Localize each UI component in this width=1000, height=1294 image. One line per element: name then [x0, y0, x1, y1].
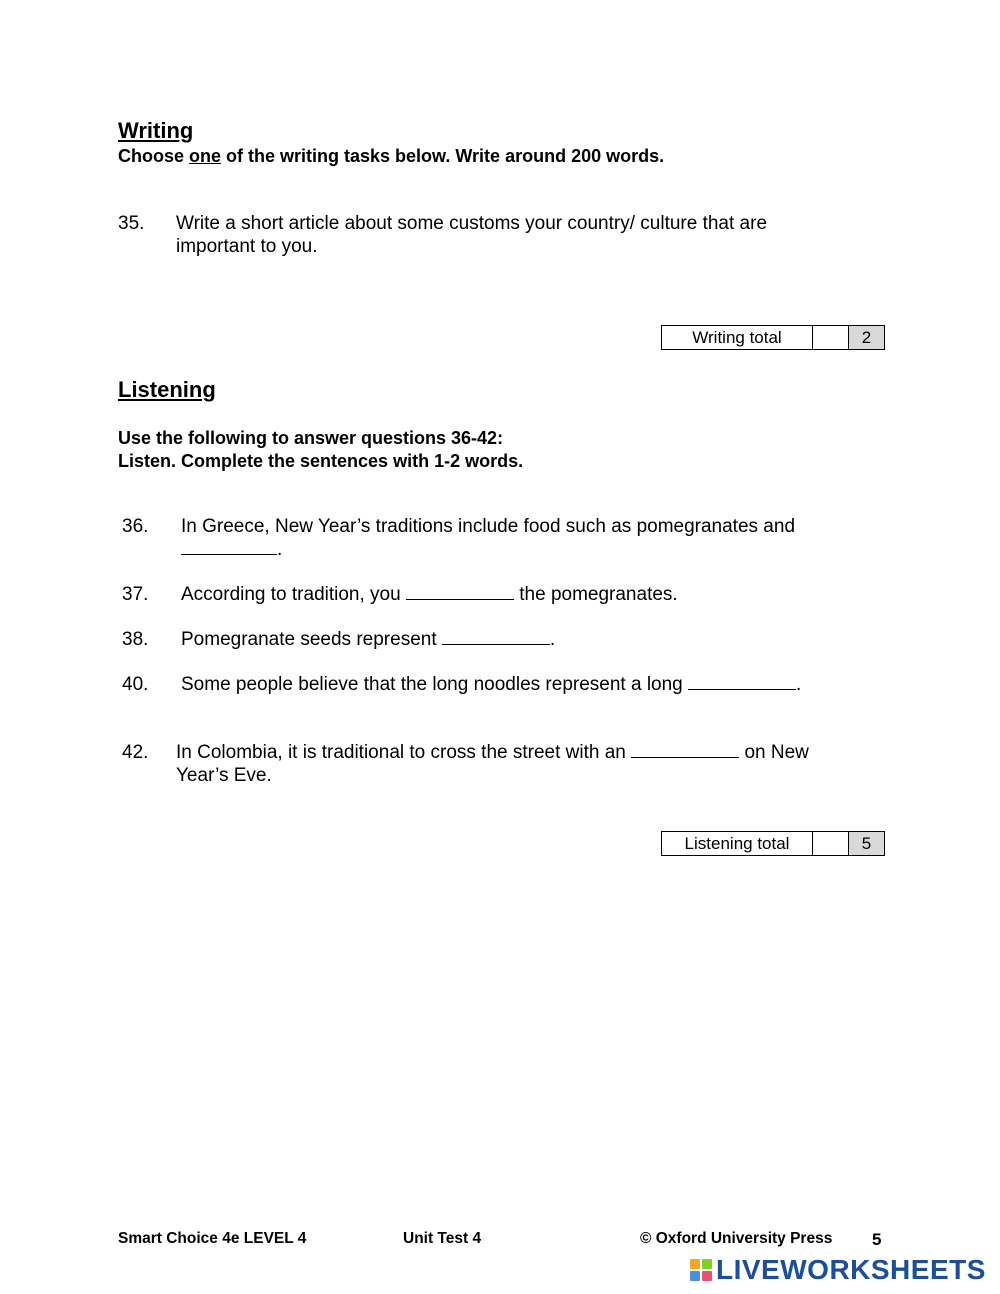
- question-line: Write a short article about some customs your country/ culture that are: [176, 213, 768, 234]
- writing-total-value: 2: [849, 326, 884, 349]
- writing-total-box: [661, 325, 885, 350]
- question-suffix: .: [796, 674, 802, 695]
- question-suffix: the pomegranates.: [519, 584, 678, 605]
- question-line: According to tradition, you: [181, 584, 401, 605]
- question-number: 42.: [122, 742, 149, 763]
- question-line: Some people believe that the long noodles represent a long: [181, 674, 683, 695]
- question-suffix: .: [549, 629, 556, 650]
- question-line: In Colombia, it is traditional to cross the street with an: [176, 742, 626, 763]
- question-text: [176, 741, 876, 787]
- logo-square: [690, 1271, 700, 1281]
- listening-instruction-line: Use the following to answer questions 36-42:: [118, 428, 504, 448]
- footer-test: Unit Test 4: [403, 1230, 482, 1247]
- writing-instruction: [118, 146, 664, 167]
- listening-total-value: 5: [849, 832, 884, 855]
- logo-squares-icon: [690, 1259, 712, 1281]
- question-number: 40.: [122, 674, 149, 695]
- answer-blank[interactable]: [688, 673, 796, 690]
- footer-page-number: 5: [872, 1230, 882, 1249]
- listening-heading: Listening: [118, 377, 216, 402]
- question-text: [181, 673, 881, 696]
- question-number: 36.: [122, 516, 149, 537]
- listening-score-field[interactable]: [813, 832, 849, 855]
- question-number: 35.: [118, 213, 145, 234]
- logo-square: [702, 1271, 712, 1281]
- liveworksheets-text: LIVEWORKSHEETS: [716, 1254, 986, 1285]
- listening-total-box: [661, 831, 885, 856]
- answer-blank[interactable]: [631, 741, 739, 758]
- logo-square: [702, 1259, 712, 1269]
- writing-score-field[interactable]: [813, 326, 849, 349]
- question-text: [181, 583, 881, 606]
- question-suffix: on New: [744, 742, 809, 763]
- question-text: [181, 628, 881, 651]
- question-number: 37.: [122, 584, 149, 605]
- listening-total-label: Listening total: [662, 832, 813, 855]
- question-text: [181, 515, 881, 561]
- question-line: Pomegranate seeds represent: [181, 629, 437, 650]
- writing-heading: Writing: [118, 118, 194, 143]
- footer-copyright: © Oxford University Press: [640, 1230, 833, 1247]
- question-suffix: .: [277, 539, 283, 560]
- question-line: In Greece, New Year’s traditions include food such as pomegranates and: [181, 516, 796, 537]
- listening-instruction: [118, 427, 523, 473]
- writing-instruction-post: of the writing tasks below. Write around 200 words.: [221, 146, 665, 166]
- answer-blank[interactable]: [181, 538, 277, 555]
- answer-blank[interactable]: [406, 583, 514, 600]
- question-line: Year’s Eve.: [176, 765, 272, 786]
- question-number: 38.: [122, 629, 149, 650]
- answer-blank[interactable]: [442, 628, 550, 645]
- footer-book: Smart Choice 4e LEVEL 4: [118, 1230, 307, 1247]
- question-text: [176, 212, 876, 258]
- liveworksheets-logo: [690, 1254, 986, 1286]
- writing-instruction-pre: Choose: [118, 146, 190, 166]
- listening-instruction-line: Listen. Complete the sentences with 1-2 words.: [118, 451, 524, 471]
- writing-instruction-emphasis: one: [189, 146, 222, 166]
- writing-total-label: Writing total: [662, 326, 813, 349]
- logo-square: [690, 1259, 700, 1269]
- question-line: important to you.: [176, 236, 318, 257]
